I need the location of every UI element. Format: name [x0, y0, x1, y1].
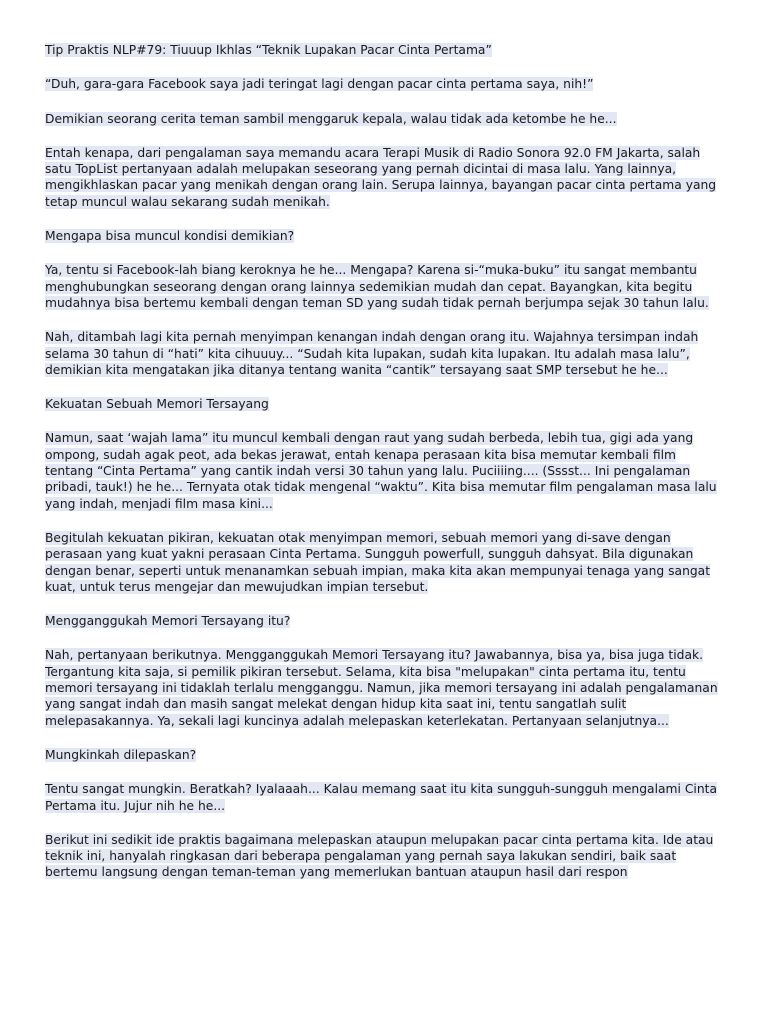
paragraph-quote: “Duh, gara-gara Facebook saya jadi teringat lagi dengan pacar cinta pertama saya, nih!” — [45, 77, 594, 92]
section-heading: Kekuatan Sebuah Memori Tersayang — [45, 397, 269, 412]
paragraph: Nah, ditambah lagi kita pernah menyimpan kenangan indah dengan orang itu. Wajahnya tersimpan indah selama 30 tahun di “hati” kita cihuuuy... “Sudah kita lupakan, sudah kita lupakan. Itu adalah masa lalu”, demikian kita mengatakan jika ditanya tentang wanita “cantik” tersayang saat SMP tersebut he he... — [45, 330, 699, 377]
paragraph: Berikut ini sedikit ide praktis bagaimana melepaskan ataupun melupakan pacar cinta pertama kita. Ide atau teknik ini, hanyalah ringkasan dari beberapa pengalaman yang pernah saya lakukan sendiri, baik saat bertemu langsung dengan teman-teman yang memerlukan bantuan ataupun hasil dari respon — [45, 832, 714, 880]
paragraph: Nah, pertanyaan berikutnya. Mengganggukah Memori Tersayang itu? Jawabannya, bisa ya, bisa juga tidak. Tergantung kita saja, si pemilik pikiran tersebut. Selama, kita bisa "melupakan" cinta pertama itu, tentu memori tersayang ini tidaklah terlalu mengganggu. Namun, jika memori tersayang ini adalah pengalamanan yang sangat indah dan masih sangat melekat dengan hidup kita saat ini, tentu sangatlah sulit melepasakannya. Ya, sekali lagi kuncinya adalah melepaskan keterlekatan. Pertanyaan selanjutnya... — [45, 648, 718, 728]
paragraph: Begitulah kekuatan pikiran, kekuatan otak menyimpan memori, sebuah memori yang di-save dengan perasaan yang kuat yakni perasaan Cinta Pertama. Sungguh powerfull, sungguh dahsyat. Bila digunakan dengan benar, seperti untuk menanamkan sebuah impian, maka kita akan mempunyai tenaga yang sangat kuat, untuk terus mengejar dan mewujudkan impian tersebut. — [45, 530, 711, 594]
section-heading: Mungkinkah dilepaskan? — [45, 747, 197, 762]
paragraph: Ya, tentu si Facebook-lah biang keroknya he he... Mengapa? Karena si-“muka-buku” itu sangat membantu menghubungkan seseorang dengan orang lainnya sedemikian mudah dan cepat. Bayangkan, kita begitu mudahnya bisa bertemu kembali dengan teman SD yang sudah tidak pernah berjumpa sejak 30 tahun lalu. — [45, 263, 709, 310]
document-title: Tip Praktis NLP#79: Tiuuup Ikhlas “Teknik Lupakan Pacar Cinta Pertama” — [45, 43, 492, 57]
paragraph: Namun, saat ‘wajah lama” itu muncul kembali dengan raut yang sudah berbeda, lebih tua, gigi ada yang ompong, sudah agak peot, ada bekas jerawat, entah kenapa perasaan kita bisa memutar kembali film tentang “Cinta Pertama” yang cantik indah versi 30 tahun yang lalu. Puciiiing.... (Sssst... Ini pengalaman pribadi, tauk!) he he... Ternyata otak tidak mengenal “waktu”. Kita bisa memutar film pengalaman masa lalu yang indah, menjadi film masa kini... — [45, 431, 717, 511]
section-heading: Mengapa bisa muncul kondisi demikian? — [45, 229, 295, 244]
section-heading: Mengganggukah Memori Tersayang itu? — [45, 614, 291, 629]
paragraph: Tentu sangat mungkin. Beratkah? Iyalaaah... Kalau memang saat itu kita sungguh-sungguh mengalami Cinta Pertama itu. Jujur nih he he... — [45, 782, 717, 813]
paragraph: Entah kenapa, dari pengalaman saya memandu acara Terapi Musik di Radio Sonora 92.0 FM Jakarta, salah satu TopList pertanyaan adalah melupakan seseorang yang pernah dicintai di masa lalu. Yang lainnya, mengikhlaskan pacar yang menikah dengan orang lain. Serupa lainnya, bayangan pacar cinta pertama yang tetap muncul walau sekarang sudah menikah. — [45, 145, 717, 209]
paragraph: Demikian seorang cerita teman sambil menggaruk kepala, walau tidak ada ketombe he he... — [45, 111, 617, 126]
document-page — [45, 42, 723, 899]
